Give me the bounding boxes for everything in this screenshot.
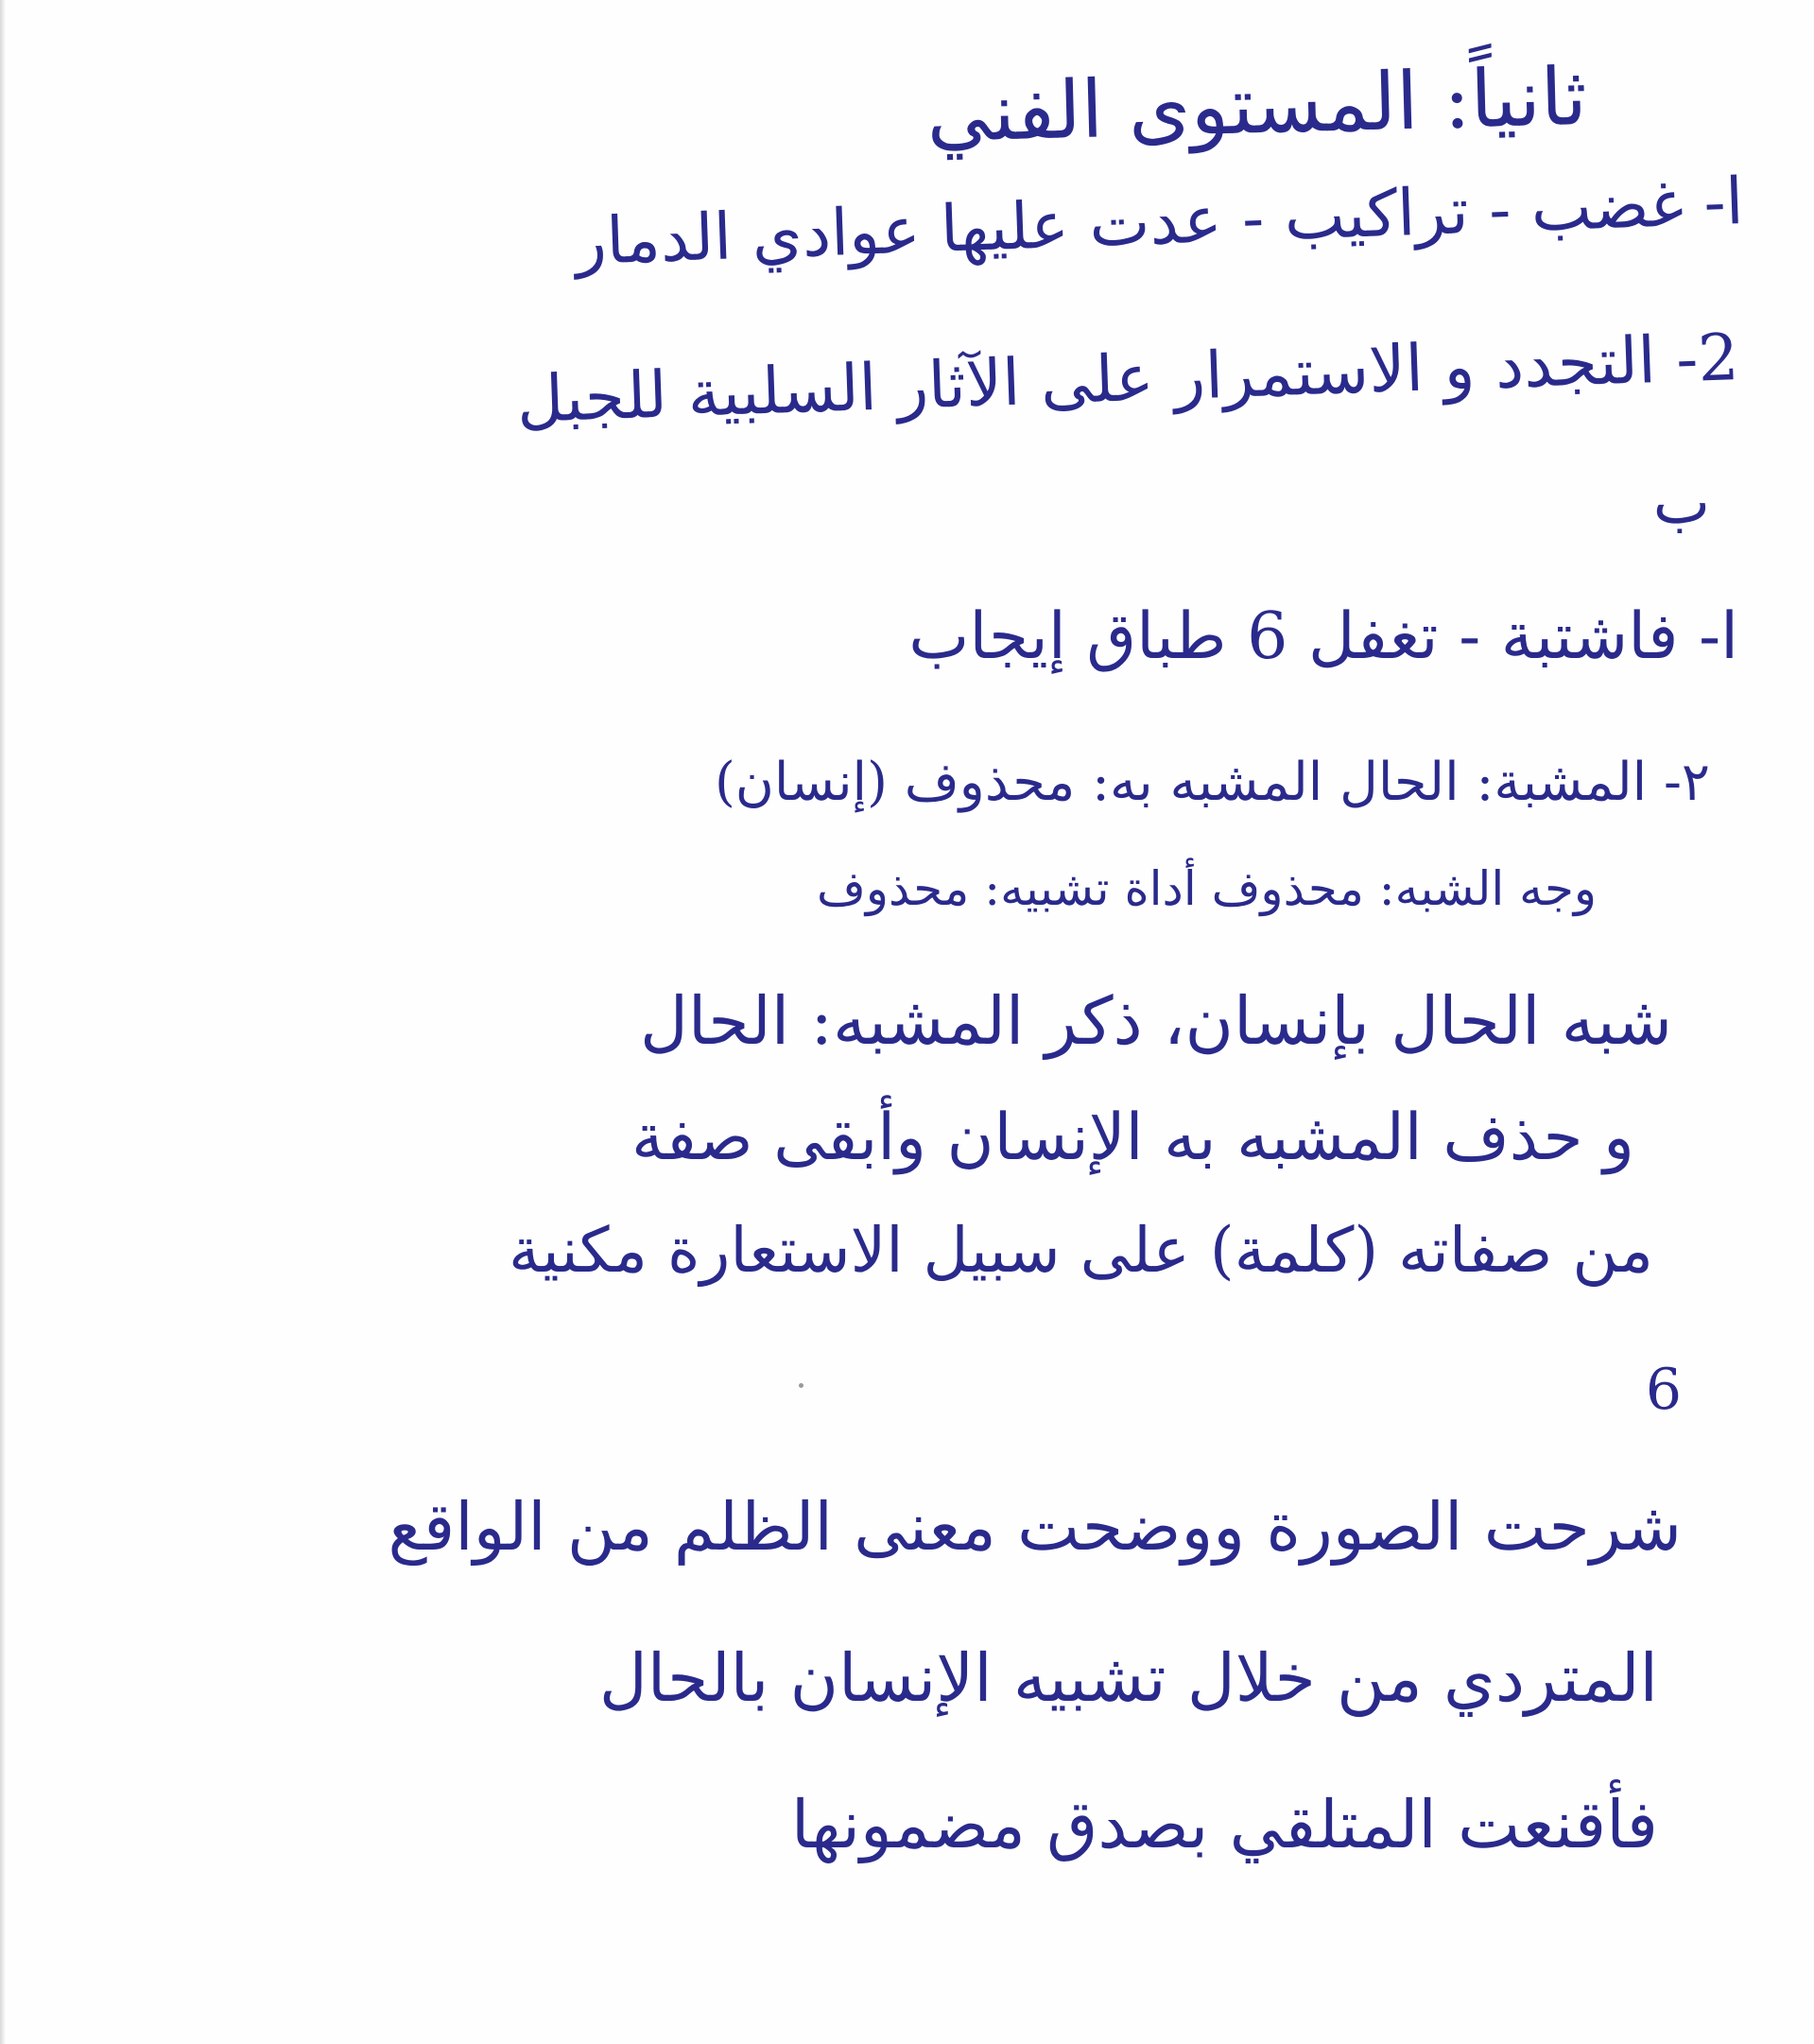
line-b1: ا- فاشتبة - تغفل 6 طباق إيجاب <box>908 599 1738 674</box>
paper-speck <box>799 1383 803 1388</box>
line-b5: و حذف المشبه به الإنسان وأبقى صفة <box>631 1100 1634 1175</box>
line-b2: ٢- المشبة: الحال المشبه به: محذوف (إنسان) <box>714 752 1710 813</box>
line-c1: شرحت الصورة ووضحت معنى الظلم من الواقع <box>388 1488 1682 1566</box>
section-number-6: 6 <box>1645 1357 1682 1423</box>
line-a2: 2- التجدد و الاستمرار على الآثار السلبية للجبل <box>514 320 1740 439</box>
heading-artistic-level: ثانياً: المستوى الفني <box>925 50 1589 161</box>
page-edge-shadow <box>0 0 6 2044</box>
line-b-heading: ب <box>1652 468 1710 538</box>
line-b4: شبه الحال بإنسان، ذكر المشبه: الحال <box>640 982 1672 1060</box>
line-c3: فأقنعت المتلقي بصدق مضمونها <box>790 1786 1658 1863</box>
line-b3: وجه الشبه: محذوف أداة تشبيه: محذوف <box>817 861 1597 916</box>
line-a1: ا- غضب - تراكيب - عدت عليها عوادي الدمار <box>573 165 1745 281</box>
line-b6: من صفاته (كلمة) على سبيل الاستعارة مكنية <box>508 1214 1653 1287</box>
line-c2: المتردي من خلال تشبيه الإنسان بالحال <box>598 1639 1658 1717</box>
